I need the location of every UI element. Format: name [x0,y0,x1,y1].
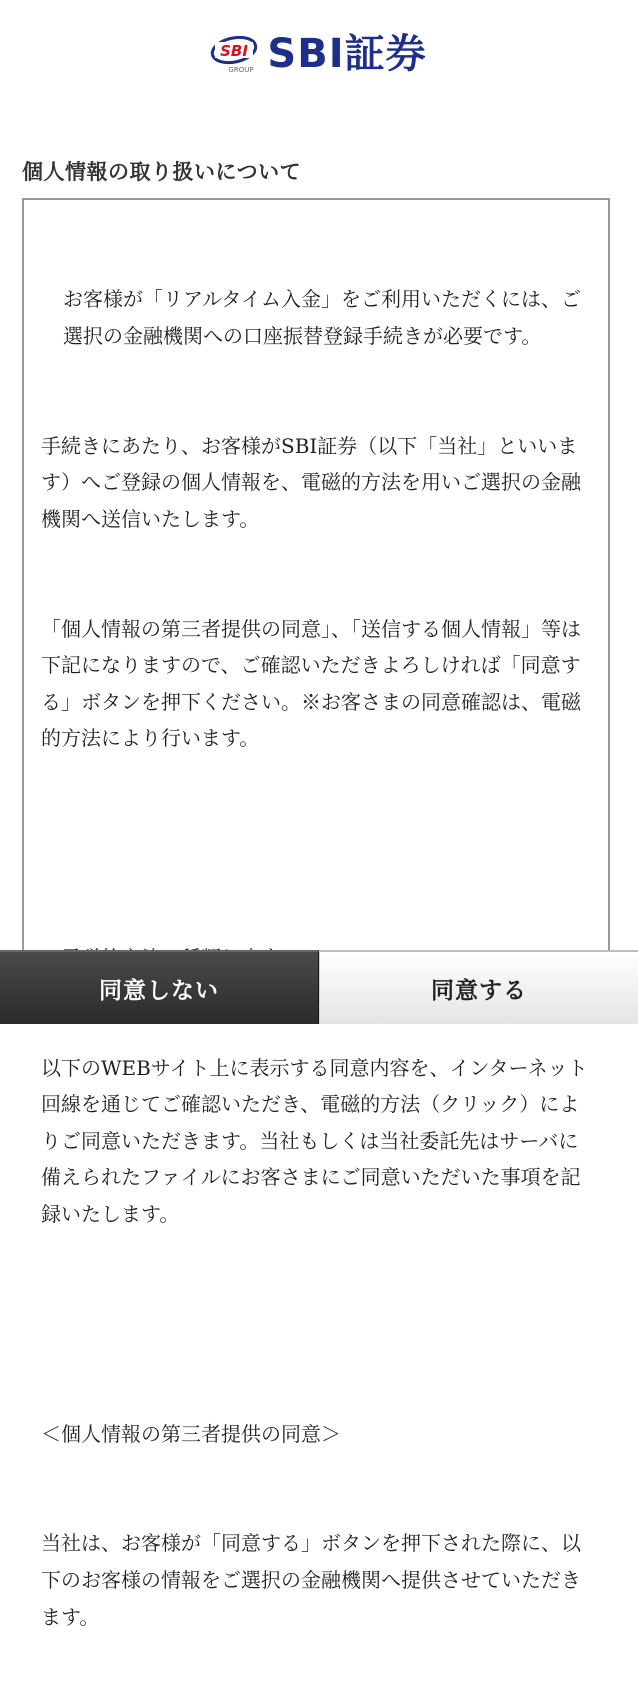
paragraph-gap [41,1306,598,1343]
terms-paragraph: 以下のWEBサイト上に表示する同意内容を、インターネット回線を通じてご確認いただき、電磁的方法（クリック）によりご同意いただきます。当社もしくは当社委託先はサーバに備えられたファイルにお客さまにご同意いただいた事項を記録いたします。 [41,1055,588,1227]
group-badge-sub: GROUP [228,66,254,74]
disagree-button[interactable]: 同意しない [0,950,319,1024]
sbi-logo [0,22,638,86]
logo-text: SBI証券 [267,31,427,77]
terms-paragraph: お客様が「リアルタイム入金」をご利用いただくには、ご選択の金融機関への口座振替登録手続きが必要です。 [63,287,581,348]
sbi-group-badge-icon [211,32,257,76]
terms-heading: ＜個人情報の第三者提供の同意＞ [41,1421,341,1446]
section-title: 個人情報の取り扱いについて [22,160,302,184]
group-badge-text: SBI [220,42,249,60]
paragraph-gap [41,830,598,867]
terms-paragraph: 当社は、お客様が「同意する」ボタンを押下された際に、以下のお客様の情報をご選択の金融機関へ提供させていただきます。 [41,1531,581,1629]
button-bar [0,950,638,1024]
terms-paragraph: 手続きにあたり、お客様がSBI証券（以下「当社」といいます）へご登録の個人情報を、電磁的方法を用いご選択の金融機関へ送信いたします。 [41,433,581,531]
agree-button[interactable]: 同意する [319,950,638,1024]
terms-paragraph: 「個人情報の第三者提供の同意」、「送信する個人情報」等は下記になりますので、ご確認いただきよろしければ「同意する」ボタンを押下ください。※お客さまの同意確認は、電磁的方法により行います。 [41,616,581,751]
